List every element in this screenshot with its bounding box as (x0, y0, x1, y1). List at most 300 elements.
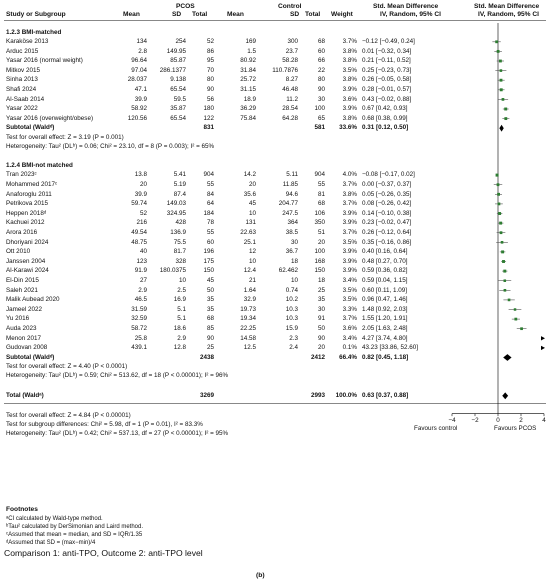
study-name: Sinha 2013 (6, 76, 38, 84)
study-name: Saleh 2021 (6, 286, 38, 294)
control-total: 81 (317, 190, 325, 198)
study-name: El-Din 2015 (6, 276, 39, 284)
x-axis-tick-label: −2 (471, 416, 479, 424)
control-mean: 31.15 (240, 86, 256, 93)
study-name: Malik Aubead 2020 (6, 296, 60, 304)
effect-ci: 2.05 [1.63, 2.48] (362, 324, 408, 332)
point-estimate-marker (497, 193, 500, 196)
pcos-mean: 96.64 (131, 57, 147, 65)
control-total: 20 (317, 344, 325, 352)
control-sd: 46.48 (282, 86, 298, 93)
control-sd: 2.4 (289, 344, 298, 352)
pcos-sd: 9.138 (170, 76, 186, 84)
figure-sublabel: (b) (256, 572, 265, 579)
header-group-control: Control (278, 3, 302, 10)
pcos-sd: 136.9 (170, 228, 186, 236)
effect-ci: 0.67 [0.42, 0.93] (362, 105, 408, 113)
weight: 3.6% (342, 95, 357, 103)
pcos-total: 180 (203, 105, 214, 113)
header-effect-title: Std. Mean Difference (373, 3, 439, 10)
control-total: 30 (317, 305, 325, 313)
weight: 3.3% (342, 305, 357, 313)
control-sd: 10 (290, 276, 298, 284)
pcos-mean: 59.74 (131, 200, 147, 208)
subtotal-ci: 0.82 [0.45, 1.18] (362, 353, 409, 361)
pcos-mean: 134 (136, 38, 147, 45)
pcos-sd: 16.9 (173, 296, 186, 304)
study-name: Yasar 2016 (normal weight) (6, 57, 83, 65)
pcos-mean: 216 (136, 219, 147, 227)
point-estimate-marker (500, 231, 503, 234)
control-mean: 12.4 (243, 267, 256, 275)
pcos-total: 55 (206, 228, 214, 236)
subtotal-control-total: 581 (314, 124, 325, 132)
control-sd: 11.2 (286, 95, 298, 103)
control-sd: 28.54 (282, 105, 298, 113)
pcos-total: 80 (206, 76, 214, 84)
pcos-mean: 2.9 (138, 286, 147, 294)
control-total: 100 (314, 248, 325, 256)
control-sd: 36.7 (285, 248, 298, 256)
study-name: Yu 2016 (6, 315, 30, 323)
pcos-mean: 2.8 (138, 47, 147, 55)
control-sd: 5.11 (286, 171, 298, 179)
weight: 3.9% (342, 105, 357, 113)
control-mean: 35.6 (243, 190, 256, 198)
pcos-mean: 58.92 (131, 105, 147, 113)
pcos-mean: 47.1 (134, 86, 147, 93)
point-estimate-marker (498, 203, 501, 206)
point-estimate-marker (501, 250, 504, 253)
out-of-range-arrow (541, 346, 545, 350)
control-sd: 300 (287, 38, 298, 45)
pcos-sd: 59.5 (173, 95, 186, 103)
overall-effect-test: Test for overall effect: Z = 3.19 (P = 0.001) (6, 134, 124, 141)
pcos-mean: 27 (139, 276, 147, 284)
point-estimate-marker (495, 40, 498, 43)
footnote-c: ᶜAssumed that mean = median, and SD = IQR/1.35 (6, 532, 143, 538)
effect-ci: 0.59 [0.36, 0.82] (362, 267, 408, 275)
pcos-sd: 65.54 (170, 114, 186, 122)
figure-caption: Comparison 1: anti-TPO, Outcome 2: anti-TPO level (4, 548, 203, 558)
control-sd: 0.74 (285, 286, 298, 294)
control-mean: 14.2 (243, 171, 256, 179)
pcos-sd: 10 (178, 276, 186, 284)
control-total: 91 (317, 315, 325, 323)
pcos-mean: 25.8 (134, 334, 147, 342)
point-estimate-marker (504, 279, 507, 282)
subtotal-pcos-total: 831 (203, 124, 214, 132)
weight: 3.8% (342, 114, 357, 122)
point-estimate-marker (500, 88, 503, 91)
study-name: Ott 2010 (6, 248, 31, 256)
pcos-sd: 149.95 (166, 47, 186, 55)
control-total: 90 (317, 334, 325, 342)
footnote-d: ᵈAssumed that SD = (max−min)/4 (6, 540, 96, 546)
heterogeneity-note: Heterogeneity: Tau² (DLᵇ) = 0.59; Chi² = 513.62, df = 18 (P < 0.00001); I² = 96% (6, 372, 229, 380)
pcos-total: 64 (206, 200, 214, 208)
control-mean: 14.58 (240, 334, 256, 342)
pcos-sd: 75.5 (173, 238, 186, 246)
control-total: 150 (314, 267, 325, 275)
pcos-sd: 254 (175, 38, 186, 45)
weight: 3.9% (342, 267, 357, 275)
point-estimate-marker (504, 289, 507, 292)
pcos-total: 84 (206, 190, 214, 198)
heterogeneity-note: Heterogeneity: Tau² (DLᵇ) = 0.06; Chi² = 23.10, df = 8 (P = 0.003); I² = 65% (6, 143, 215, 151)
control-mean: 25.1 (243, 238, 256, 246)
point-estimate-marker (496, 174, 499, 177)
control-mean: 22.63 (240, 228, 256, 236)
header-control-total: Total (305, 11, 321, 18)
weight: 0.1% (342, 344, 357, 352)
control-sd: 10.3 (285, 315, 298, 323)
pcos-sd: 428 (175, 219, 186, 227)
weight: 3.9% (342, 257, 357, 265)
effect-ci: −0.08 [−0.17, 0.02] (362, 171, 415, 179)
pcos-sd: 65.54 (170, 86, 186, 93)
x-axis-tick-label: 0 (496, 416, 500, 424)
control-total: 80 (317, 76, 325, 84)
overall-effect-test: Test for overall effect: Z = 4.84 (P < 0.00001) (6, 411, 131, 419)
control-mean: 80.92 (240, 57, 256, 65)
header-effect-sub: IV, Random, 95% CI (380, 11, 441, 18)
control-mean: 131 (245, 219, 256, 227)
pcos-sd: 18.6 (173, 324, 186, 332)
point-estimate-marker (499, 60, 502, 63)
control-total: 68 (317, 200, 325, 208)
study-name: Dhoriyani 2024 (6, 238, 49, 246)
study-name: Mohammed 2017ᶜ (6, 180, 58, 188)
pcos-mean: 91.9 (134, 267, 147, 275)
pcos-mean: 13.8 (134, 171, 147, 179)
control-mean: 36.29 (240, 105, 256, 113)
summary-diamond (502, 392, 508, 399)
effect-ci: 0.26 [−0.12, 0.64] (362, 228, 412, 236)
point-estimate-marker (500, 69, 503, 72)
control-sd: 30 (290, 238, 298, 246)
pcos-mean: 46.5 (134, 296, 147, 304)
x-axis-tick-label: 4 (542, 416, 546, 424)
pcos-mean: 58.72 (131, 324, 147, 332)
pcos-sd: 324.95 (166, 209, 186, 217)
effect-ci: 0.08 [−0.26, 0.42] (362, 200, 412, 208)
total-ci: 0.63 [0.37, 0.88] (362, 392, 409, 399)
control-total: 55 (317, 180, 325, 188)
weight: 3.7% (342, 315, 357, 323)
control-total: 30 (317, 95, 325, 103)
study-name: Mitkov 2015 (6, 66, 40, 74)
pcos-mean: 48.75 (131, 238, 147, 246)
control-sd: 64.28 (282, 114, 298, 122)
effect-ci: 0.05 [−0.26, 0.35] (362, 190, 412, 198)
pcos-sd: 328 (175, 257, 186, 265)
pcos-total: 95 (206, 57, 214, 65)
out-of-range-arrow (541, 336, 545, 340)
point-estimate-marker (508, 299, 511, 302)
favours-control-label: Favours control (414, 424, 458, 432)
point-estimate-marker (504, 108, 507, 111)
pcos-sd: 286.1377 (159, 66, 186, 74)
summary-diamond (499, 125, 503, 132)
control-sd: 10.3 (285, 305, 298, 313)
point-estimate-marker (503, 270, 506, 273)
pcos-mean: 28.037 (127, 76, 147, 84)
total-label: Total (Waldᵃ) (6, 392, 44, 399)
control-total: 18 (317, 276, 325, 284)
effect-ci: 0.35 [−0.16, 0.86] (362, 238, 412, 246)
effect-ci: 0.21 [−0.11, 0.52] (362, 57, 411, 65)
control-total: 65 (317, 114, 325, 122)
effect-ci: 0.14 [−0.10, 0.38] (362, 209, 412, 217)
pcos-total: 85 (206, 324, 214, 332)
control-total: 50 (317, 324, 325, 332)
footnotes-title: Footnotes (6, 506, 38, 513)
control-total: 168 (314, 257, 325, 265)
weight: 3.5% (342, 296, 357, 304)
point-estimate-marker (500, 79, 503, 82)
study-name: Al-Karawi 2024 (6, 267, 49, 275)
control-mean: 75.84 (240, 114, 256, 122)
pcos-total: 196 (203, 248, 214, 256)
pcos-sd: 5.1 (177, 305, 186, 313)
pcos-sd: 35.87 (170, 105, 186, 113)
study-name: Auda 2023 (6, 324, 37, 332)
header-pcos-sd: SD (172, 11, 182, 18)
pcos-total: 56 (206, 95, 214, 103)
pcos-total: 70 (206, 66, 214, 74)
pcos-mean: 123 (136, 257, 147, 265)
pcos-total: 78 (206, 219, 214, 227)
point-estimate-marker (501, 241, 504, 244)
control-total: 350 (314, 219, 325, 227)
control-sd: 18 (290, 257, 298, 265)
study-name: Shafi 2024 (6, 86, 37, 93)
effect-ci: 0.28 [−0.01, 0.57] (362, 86, 412, 93)
pcos-sd: 149.03 (166, 200, 186, 208)
control-mean: 19.73 (240, 305, 256, 313)
subtotal-weight: 66.4% (339, 353, 357, 361)
weight: 3.8% (342, 76, 357, 84)
pcos-sd: 5.41 (173, 171, 186, 179)
effect-ci: 4.27 [3.74, 4.80] (362, 334, 408, 342)
pcos-sd: 2.5 (177, 286, 186, 294)
control-total: 25 (317, 286, 325, 294)
study-name: Janssen 2004 (6, 257, 46, 265)
control-sd: 11.85 (282, 180, 298, 188)
control-mean: 32.9 (243, 296, 256, 304)
weight: 3.8% (342, 190, 357, 198)
subgroup-title: 1.2.4 BMI-not matched (6, 161, 73, 169)
header-pcos-mean: Mean (123, 11, 140, 18)
study-name: Anaforoglu 2011 (6, 190, 52, 198)
control-mean: 10 (248, 209, 256, 217)
control-sd: 204.77 (278, 200, 298, 208)
point-estimate-marker (502, 98, 505, 101)
control-sd: 15.9 (285, 324, 298, 332)
control-sd: 38.5 (285, 228, 298, 236)
weight: 3.8% (342, 47, 357, 55)
weight: 3.9% (342, 209, 357, 217)
pcos-mean: 40 (139, 248, 147, 256)
control-mean: 20 (248, 180, 256, 188)
total-pcos: 3269 (199, 392, 214, 399)
control-total: 60 (317, 47, 325, 55)
pcos-mean: 39.9 (134, 95, 147, 103)
weight: 4.0% (342, 171, 357, 179)
weight: 3.9% (342, 248, 357, 256)
control-total: 106 (314, 209, 325, 217)
control-total: 20 (317, 238, 325, 246)
total-weight: 100.0% (335, 392, 357, 399)
pcos-total: 904 (203, 171, 214, 179)
subtotal-label: Subtotal (Waldᵈ) (6, 124, 55, 132)
effect-ci: 0.01 [−0.32, 0.34] (362, 47, 412, 55)
footnote-a: ᵃCI calculated by Wald-type method. (6, 516, 103, 522)
weight: 3.7% (342, 180, 357, 188)
header-plot-sub: IV, Random, 95% CI (478, 11, 539, 18)
study-name: Petrikova 2015 (6, 200, 49, 208)
control-mean: 12 (248, 248, 256, 256)
subtotal-control-total: 2412 (310, 353, 325, 361)
study-name: Yasar 2016 (overweight/obese) (6, 114, 94, 122)
control-mean: 1.5 (247, 47, 256, 55)
control-mean: 169 (245, 38, 256, 45)
point-estimate-marker (520, 327, 523, 330)
weight: 3.7% (342, 228, 357, 236)
weight: 3.9% (342, 219, 357, 227)
study-name: Karaköse 2013 (6, 38, 49, 45)
subtotal-pcos-total: 2438 (199, 353, 214, 361)
effect-ci: 0.60 [0.11, 1.09] (362, 286, 408, 294)
effect-ci: 0.59 [0.04, 1.15] (362, 276, 408, 284)
pcos-sd: 87.4 (173, 190, 186, 198)
weight: 3.7% (342, 200, 357, 208)
study-name: Tran 2023ᶜ (6, 171, 37, 179)
pcos-mean: 49.54 (131, 228, 147, 236)
weight: 3.8% (342, 57, 357, 65)
x-axis-tick-label: −4 (448, 416, 456, 424)
pcos-mean: 32.59 (131, 315, 147, 323)
pcos-sd: 85.87 (170, 57, 186, 65)
pcos-mean: 52 (139, 209, 147, 217)
effect-ci: 0.48 [0.27, 0.70] (362, 257, 408, 265)
pcos-sd: 2.9 (177, 334, 186, 342)
pcos-mean: 439.1 (131, 344, 147, 352)
weight: 3.7% (342, 38, 357, 45)
control-sd: 110.7876 (272, 66, 298, 74)
pcos-total: 68 (206, 315, 214, 323)
weight: 3.4% (342, 276, 357, 284)
subtotal-ci: 0.31 [0.12, 0.50] (362, 124, 409, 132)
pcos-total: 45 (206, 276, 214, 284)
pcos-total: 150 (203, 267, 214, 275)
point-estimate-marker (502, 260, 505, 263)
control-sd: 58.28 (282, 57, 298, 65)
pcos-total: 35 (206, 296, 214, 304)
effect-ci: 0.40 [0.16, 0.64] (362, 248, 408, 256)
header-study: Study or Subgroup (6, 11, 66, 18)
effect-ci: 0.68 [0.38, 0.99] (362, 114, 408, 122)
study-name: Yasar 2022 (6, 105, 38, 113)
control-mean: 25.72 (240, 76, 256, 84)
study-name: Jameel 2022 (6, 305, 43, 313)
header-control-sd: SD (290, 11, 300, 18)
x-axis-tick-label: 2 (519, 416, 523, 424)
control-mean: 22.25 (240, 324, 256, 332)
header-weight: Weight (331, 11, 353, 18)
control-total: 66 (317, 57, 325, 65)
control-mean: 19.34 (240, 315, 256, 323)
header-group-pcos: PCOS (176, 3, 195, 10)
effect-ci: 0.00 [−0.37, 0.37] (362, 180, 412, 188)
control-mean: 10 (248, 257, 256, 265)
pcos-total: 175 (203, 257, 214, 265)
effect-ci: 0.43 [−0.02, 0.88] (362, 95, 412, 103)
weight: 3.4% (342, 334, 357, 342)
pcos-total: 25 (206, 344, 214, 352)
weight: 3.5% (342, 286, 357, 294)
total-control: 2993 (310, 392, 325, 399)
weight: 3.6% (342, 324, 357, 332)
control-total: 22 (317, 66, 325, 74)
study-name: Heppen 2018ᵈ (6, 209, 47, 217)
header-plot-title: Std. Mean Difference (474, 3, 540, 10)
point-estimate-marker (499, 222, 502, 225)
pcos-sd: 12.8 (173, 344, 186, 352)
pcos-total: 184 (203, 209, 214, 217)
study-name: Gudovan 2008 (6, 344, 48, 352)
header-control-mean: Mean (227, 11, 244, 18)
control-sd: 23.7 (285, 47, 298, 55)
effect-ci: 43.23 [33.86, 52.60] (362, 344, 419, 352)
subgroup-differences-test: Test for subgroup differences: Chi² = 5.98, df = 1 (P = 0.01), I² = 83.3% (6, 420, 203, 428)
control-sd: 2.3 (289, 334, 298, 342)
pcos-total: 55 (206, 180, 214, 188)
point-estimate-marker (514, 308, 516, 310)
overall-effect-test: Test for overall effect: Z = 4.40 (P < 0.0001) (6, 363, 128, 371)
point-estimate-marker (497, 50, 500, 53)
control-mean: 12.5 (243, 344, 256, 352)
control-total: 904 (314, 171, 325, 179)
pcos-sd: 81.7 (173, 248, 186, 256)
control-total: 68 (317, 38, 325, 45)
pcos-total: 90 (206, 86, 214, 93)
study-name: Kachuei 2012 (6, 219, 45, 227)
effect-ci: 0.23 [−0.02, 0.47] (362, 219, 412, 227)
control-mean: 18.9 (243, 95, 256, 103)
pcos-total: 52 (206, 38, 214, 45)
study-name: Al-Saab 2014 (6, 95, 45, 103)
pcos-total: 50 (206, 286, 214, 294)
summary-diamond (503, 354, 511, 361)
control-sd: 8.27 (285, 76, 298, 84)
heterogeneity-note: Heterogeneity: Tau² (DLᵇ) = 0.42; Chi² = 537.13, df = 27 (P < 0.00001); I² = 95% (6, 429, 229, 437)
pcos-total: 86 (206, 47, 214, 55)
control-total: 90 (317, 86, 325, 93)
point-estimate-marker (498, 212, 501, 215)
point-estimate-marker (504, 117, 507, 120)
control-mean: 21 (248, 276, 256, 284)
pcos-mean: 120.56 (127, 114, 147, 122)
weight: 3.5% (342, 66, 357, 74)
subgroup-title: 1.2.3 BMI-matched (6, 29, 62, 36)
pcos-mean: 31.59 (131, 305, 147, 313)
favours-pcos-label: Favours PCOS (494, 424, 537, 432)
pcos-mean: 39.9 (134, 190, 147, 198)
pcos-sd: 5.19 (173, 180, 186, 188)
subtotal-label: Subtotal (Waldᵈ) (6, 353, 55, 361)
